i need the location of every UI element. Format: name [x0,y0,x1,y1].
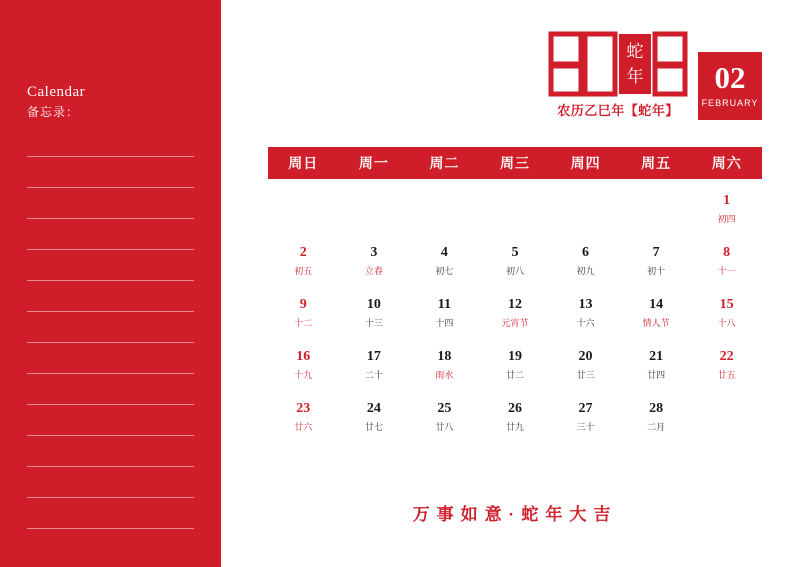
weekday-label: 周五 [641,155,672,171]
lunar-label: 十二 [294,318,313,328]
memo-title: Calendar [27,84,86,100]
memo-line[interactable] [27,281,194,312]
memo-subtitle: 备忘录： [27,105,80,119]
lunar-label: 初四 [717,214,736,224]
lunar-label: 十九 [294,370,313,380]
lunar-label: 初九 [576,266,595,276]
lunar-label: 廿四 [647,370,666,380]
day-cell[interactable] [691,292,762,344]
day-cell[interactable] [691,344,762,396]
lunar-label: 初七 [435,266,454,276]
day-cell[interactable] [550,396,621,448]
day-number: 3 [370,245,378,260]
weekday-label: 周一 [358,155,389,171]
lunar-label: 初五 [294,266,313,276]
day-cell[interactable] [550,240,621,292]
memo-line[interactable] [27,405,194,436]
weekday-label: 周三 [500,155,531,171]
day-cell[interactable] [409,292,480,344]
day-number: 16 [296,349,311,364]
day-cell[interactable] [268,292,339,344]
lunar-label: 二十 [364,370,383,380]
lunar-label: 元宵节 [501,318,529,328]
lunar-label: 廿六 [294,422,313,432]
memo-line[interactable] [27,374,194,405]
lunar-label: 十三 [364,318,383,328]
day-number: 4 [440,245,448,260]
lunar-label: 廿九 [505,422,524,432]
day-cell[interactable] [268,240,339,292]
memo-line[interactable] [27,467,194,498]
month-badge [698,52,762,120]
memo-line[interactable] [27,126,194,157]
day-number: 26 [507,401,522,416]
day-number: 20 [578,349,593,364]
day-number: 15 [719,297,734,312]
day-cell[interactable] [409,240,480,292]
day-number: 10 [366,297,381,312]
year-stamp-logo [548,30,688,98]
day-cell[interactable] [339,292,410,344]
month-name: FEBRUARY [701,98,759,108]
memo-line[interactable] [27,250,194,281]
day-cell[interactable] [550,292,621,344]
lunar-label: 三十 [576,422,595,432]
memo-line[interactable] [27,312,194,343]
day-cell[interactable] [691,188,762,240]
day-cell[interactable] [480,292,551,344]
lunar-label: 初八 [505,266,524,276]
day-number: 14 [649,297,664,312]
lunar-label: 廿三 [576,370,595,380]
day-number: 13 [578,297,593,312]
lunar-label: 情人节 [642,318,670,328]
day-number: 23 [296,401,311,416]
memo-line[interactable] [27,436,194,467]
day-number: 25 [437,401,452,416]
day-number: 28 [649,401,664,416]
weekday-header [268,147,762,179]
lunar-label: 雨水 [435,370,454,380]
memo-line[interactable] [27,498,194,529]
lunar-label: 廿二 [505,370,524,380]
day-cell[interactable] [550,344,621,396]
lunar-label: 十一 [717,266,736,276]
day-number: 6 [582,245,590,260]
day-cell[interactable] [480,396,551,448]
lunar-label: 廿八 [435,422,454,432]
day-number: 18 [437,349,452,364]
memo-line[interactable] [27,343,194,374]
day-cell[interactable] [621,292,692,344]
lunar-label: 十四 [435,318,454,328]
day-cell[interactable] [339,344,410,396]
day-number: 7 [652,245,660,260]
svg-text:年: 年 [626,67,644,87]
day-number: 8 [723,245,731,260]
memo-line[interactable] [27,219,194,250]
lunar-label: 廿五 [717,370,736,380]
day-cell[interactable] [621,240,692,292]
weekday-label: 周六 [711,155,742,171]
svg-text:蛇: 蛇 [626,42,644,62]
day-number: 27 [578,401,593,416]
day-number: 5 [511,245,519,260]
day-number: 21 [649,349,664,364]
lunar-label: 十八 [717,318,736,328]
day-number: 9 [299,297,307,312]
day-cell[interactable] [621,396,692,448]
footer-greeting: 万事如意·蛇年大吉 [412,505,618,524]
day-number: 12 [507,297,522,312]
lunar-year-note: 农历乙巳年【蛇年】 [557,103,679,118]
day-cell[interactable] [409,396,480,448]
lunar-label: 二月 [647,422,666,432]
day-number: 2 [299,245,307,260]
weekday-label: 周日 [288,155,319,171]
month-number: 02 [714,60,746,95]
lunar-label: 十六 [576,318,595,328]
weekday-label: 周二 [429,155,460,171]
lunar-label: 廿七 [364,422,383,432]
day-cell[interactable] [268,344,339,396]
day-cell[interactable] [409,344,480,396]
day-number: 22 [719,349,734,364]
memo-line[interactable] [27,157,194,188]
day-number: 11 [437,297,452,312]
day-cell[interactable] [339,396,410,448]
memo-writing-lines[interactable] [27,126,194,529]
day-number: 19 [507,349,522,364]
day-cell[interactable] [480,240,551,292]
day-cell[interactable] [268,396,339,448]
memo-line[interactable] [27,188,194,219]
lunar-label: 初十 [647,266,666,276]
day-cell[interactable] [621,344,692,396]
day-cell[interactable] [339,240,410,292]
day-number: 1 [723,193,731,208]
weekday-label: 周四 [570,155,601,171]
memo-panel [0,0,221,567]
day-cell[interactable] [691,240,762,292]
day-cell[interactable] [480,344,551,396]
calendar-grid [268,188,762,448]
lunar-label: 立春 [364,266,383,276]
day-number: 17 [366,349,381,364]
day-number: 24 [366,401,381,416]
